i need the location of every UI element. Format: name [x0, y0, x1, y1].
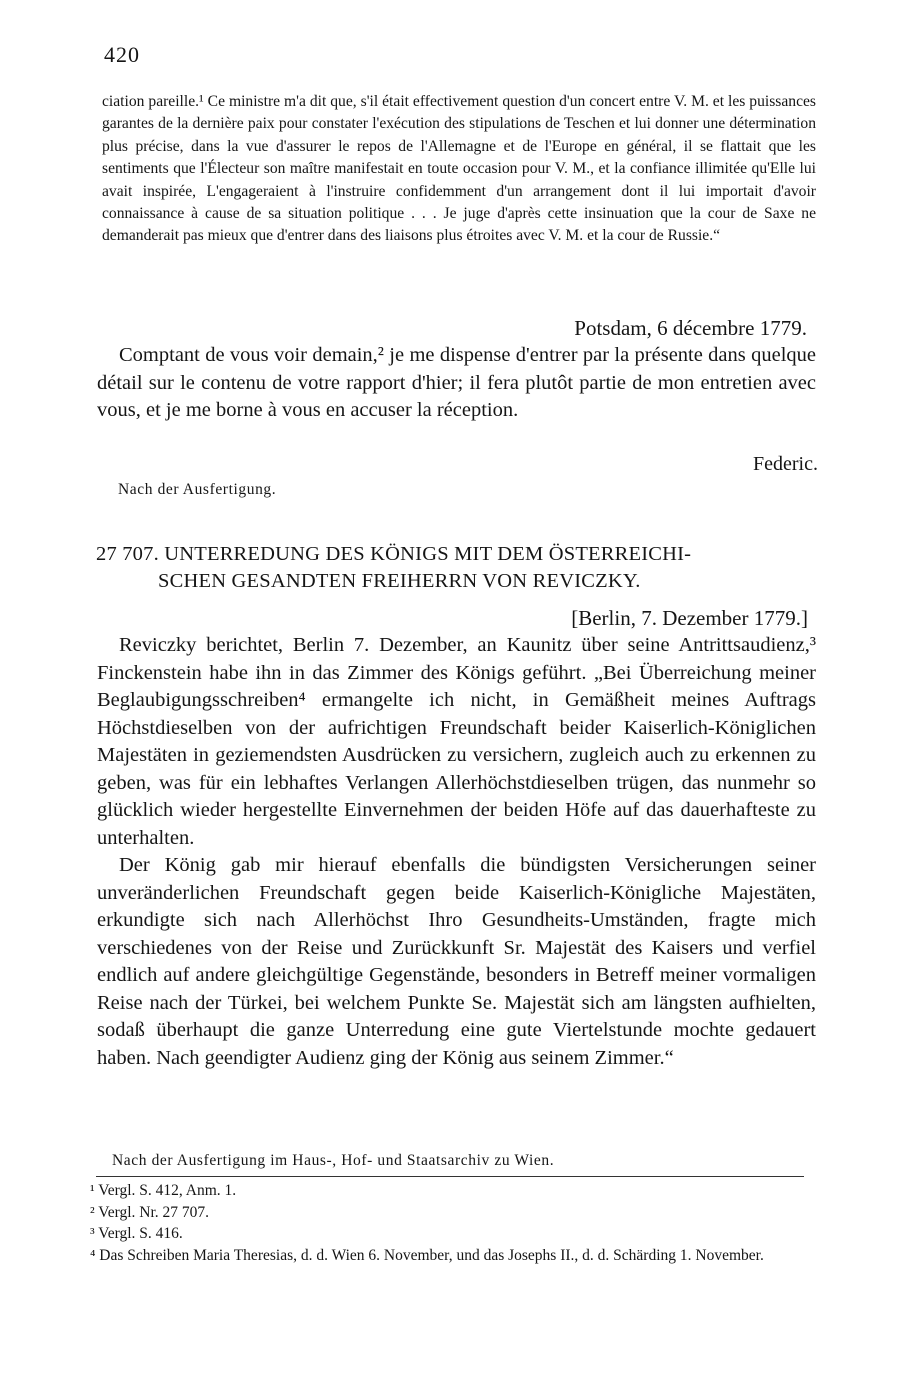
section-body-block — [97, 632, 816, 1072]
section-heading — [96, 541, 821, 595]
letter-body-block — [97, 342, 816, 425]
footnote-divider — [96, 1176, 804, 1177]
letter-dateline: Potsdam, 6 décembre 1779. — [574, 316, 807, 340]
letter-body: Comptant de vous voir demain,² je me dispense d'entrer par la présente dans quelque détail sur le contenu de votre rapport d'hier; il fera plutôt partie de mon entretien avec vous, et je me borne à vous en accuser la réception. — [97, 344, 816, 421]
page-number: 420 — [104, 42, 140, 67]
footnote-3: ³ Vergl. S. 416. — [90, 1225, 183, 1242]
section-title-line2: SCHEN GESANDTEN FREIHERRN VON REVICZKY. — [158, 570, 641, 592]
footnote-4: ⁴ Das Schreiben Maria Theresias, d. d. Wien 6. November, und das Josephs II., d. d. Schärding 1. November. — [90, 1246, 764, 1264]
letter-source-note: Nach der Ausfertigung. — [118, 481, 277, 498]
section-paragraph-2: Der König gab mir hierauf ebenfalls die bündigsten Versicherungen seiner unveränderlichen Freundschaft gegen beide Kaiserlich-Königliche Majestäten, erkundigte sich nach Allerhöchst Ihro Gesundheits-Umständen, fragte mich verschiedenes von der Reise und Zurückkunft Sr. Majestät des Kaisers und verfiel endlich auf andere gleichgültige Gegenstände, besonders in Betreff meiner vormaligen Reise nach der Türkei, bei welchem Punkte Se. Majestät sich am längsten aufhielten, sodaß überhaupt die ganze Unterredung eine gute Viertelstunde mochte gedauert haben. Nach geendigter Audienz ging der König aus seinem Zimmer.“ — [97, 854, 816, 1069]
footnote-2: ² Vergl. Nr. 27 707. — [90, 1203, 210, 1221]
section-dateline: [Berlin, 7. Dezember 1779.] — [571, 606, 808, 630]
letter-tail-block — [102, 91, 816, 248]
section-number: 27 707. — [96, 543, 159, 565]
footnotes — [90, 1180, 805, 1266]
letter-tail-paragraph: ciation pareille.¹ Ce ministre m'a dit que, s'il était effectivement question d'un concert entre V. M. et les puissances garantes de la dernière paix pour constater l'exécution des stipulations de Teschen et lui donner une détermination plus précise, dans la vue d'assurer le repos de l'Allemagne et de l'Europe en général, il se flattait que les sentiments que l'Électeur son maître manifestait en toute occasion pour V. M., et la confiance illimitée qu'Elle lui avait inspirée, L'engageraient à l'instruire confidemment d'un arrangement dont il lui importait d'avoir connaissance à cause de sa situation politique . . . Je juge d'après cette insinuation que la cour de Saxe ne demanderait pas mieux que d'entrer dans des liaisons plus étroites avec V. M. et la cour de Russie.“ — [102, 93, 816, 245]
section-paragraph-1: Reviczky berichtet, Berlin 7. Dezember, an Kaunitz über seine Antrittsaudienz,³ Finckenstein habe ihn in das Zimmer des Königs geführt. „Bei Überreichung meiner Beglaubigungsschreiben⁴ ermangelte ich nicht, in Gemäßheit meines Auftrags Höchstdieselben von der aufrichtigen Freundschaft beider Kaiserlich-Königlichen Majestäten in geziemendsten Ausdrücken zu versichern, zugleich auch zu erkennen zu geben, was für ein lebhaftes Verlangen Allerhöchstdieselben trügen, das nunmehr so glücklich wieder hergestellte Einvernehmen der beiden Höfe auf das dauerhafteste zu unterhalten. — [97, 634, 816, 849]
footnote-1: ¹ Vergl. S. 412, Anm. 1. — [90, 1182, 237, 1199]
letter-signature: Federic. — [753, 453, 818, 475]
section-title-line1: UNTERREDUNG DES KÖNIGS MIT DEM ÖSTERREICHI- — [164, 543, 692, 565]
section-source-note: Nach der Ausfertigung im Haus-, Hof- und Staatsarchiv zu Wien. — [112, 1152, 555, 1169]
